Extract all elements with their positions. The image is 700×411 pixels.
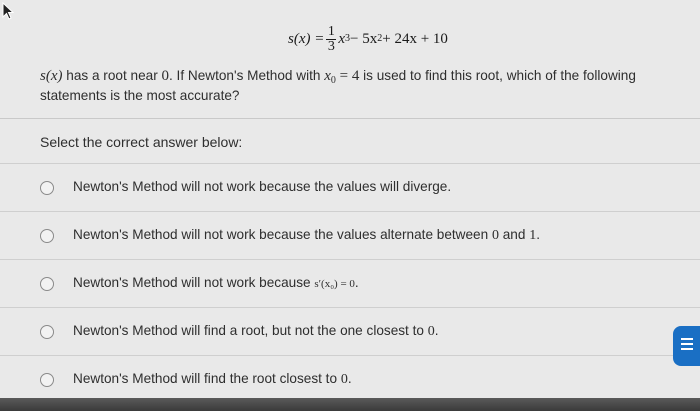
question-x0-var: x xyxy=(324,68,331,84)
question-function: s(x) xyxy=(40,68,63,84)
question-text xyxy=(40,66,690,105)
question-part3: is used to find this root, which of the following statements is the most accurate? xyxy=(40,68,636,103)
radio-button[interactable] xyxy=(40,325,54,339)
arrow-cursor-icon xyxy=(2,2,16,20)
select-answer-label: Select the correct answer below: xyxy=(40,134,243,150)
radio-button[interactable] xyxy=(40,181,54,195)
answer-option-4[interactable] xyxy=(0,308,700,355)
fraction-numerator: 1 xyxy=(327,23,335,39)
formula-fraction xyxy=(326,25,336,54)
formula-x: x xyxy=(338,30,346,47)
answer-option-label: Newton's Method will find a root, but not the one closest to 0. xyxy=(73,323,439,339)
answer-option-3[interactable] xyxy=(0,260,700,307)
answer-option-label: Newton's Method will not work because the values will diverge. xyxy=(73,179,452,194)
question-part1: has a root near xyxy=(62,68,162,83)
formula-rest: + 24x + 10 xyxy=(382,30,448,47)
answer-option-label: Newton's Method will find the root closest to 0. xyxy=(73,371,352,387)
answer-option-label: Newton's Method will not work because s′(x₀) = 0. xyxy=(73,275,359,290)
question-x0-sub: 0 xyxy=(330,75,336,86)
chat-icon[interactable] xyxy=(673,326,700,366)
question-x0-val: = 4 xyxy=(335,68,360,84)
answer-option-5[interactable] xyxy=(0,356,700,403)
fraction-denominator: 3 xyxy=(327,38,335,54)
question-zero: 0 xyxy=(161,68,169,84)
formula-term2: − 5x xyxy=(350,30,378,47)
function-formula: s(x) = $\frac{1}{3}$ x 3 − 5x 2 + 24x + 10 xyxy=(288,23,448,54)
answer-option-label: Newton's Method will not work because the values alternate between 0 and 1. xyxy=(73,227,540,243)
question-part2: . If Newton's Method with xyxy=(169,68,325,83)
radio-button[interactable] xyxy=(40,277,54,291)
section-divider xyxy=(0,118,700,119)
formula-lhs: s(x) = xyxy=(288,30,325,47)
radio-button[interactable] xyxy=(40,229,54,243)
radio-button[interactable] xyxy=(40,373,54,387)
bottom-bar xyxy=(0,398,700,411)
answer-option-2[interactable] xyxy=(0,212,700,259)
answer-option-1[interactable] xyxy=(0,164,700,211)
